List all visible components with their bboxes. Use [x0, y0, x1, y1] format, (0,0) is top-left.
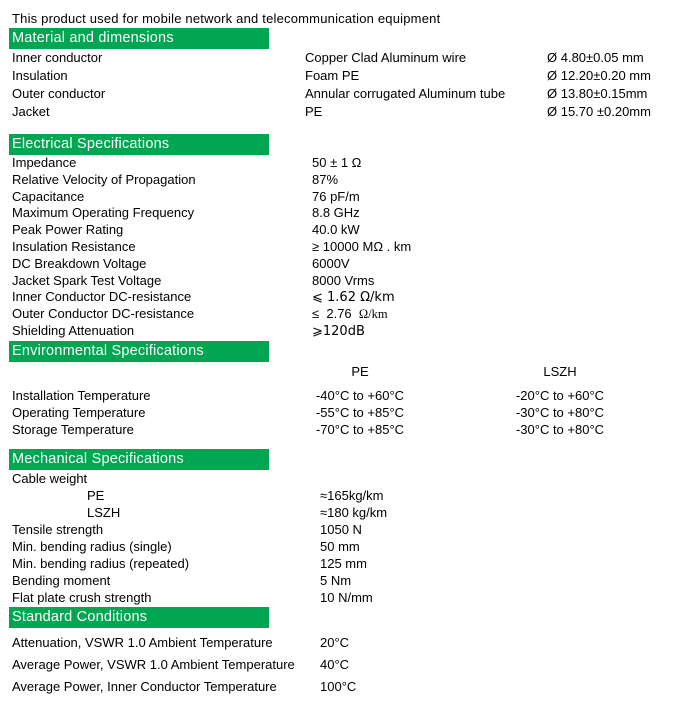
mechanical-row	[12, 538, 691, 555]
material-row	[12, 49, 691, 67]
mechanical-row	[12, 470, 691, 487]
spec-value: 20°C	[320, 634, 350, 650]
material-row	[12, 67, 691, 85]
spec-value: 40°C	[320, 656, 350, 672]
spec-value: 5 Nm	[320, 572, 352, 588]
spec-value: Annular corrugated Aluminum tube	[305, 86, 506, 101]
material-row	[12, 85, 691, 103]
electrical-row	[12, 205, 691, 222]
spec-label: Storage Temperature	[12, 421, 134, 437]
environmental-row	[12, 404, 691, 421]
mechanical-row	[12, 589, 691, 606]
spec-value: Foam PE	[305, 68, 360, 83]
spec-value-lszh: -30°C to +80°C	[515, 421, 605, 437]
spec-value: ⩽ 1.62 Ω/km	[312, 290, 395, 306]
electrical-row	[12, 323, 691, 340]
spec-value: ≈165kg/km	[320, 487, 384, 503]
spec-label: Jacket Spark Test Voltage	[12, 272, 162, 288]
spec-value-pe: -55°C to +85°C	[315, 404, 405, 420]
spec-value: 100°C	[320, 678, 357, 694]
spec-label: Installation Temperature	[12, 387, 151, 403]
spec-label: Tensile strength	[12, 521, 104, 537]
spec-label: Inner Conductor DC-resistance	[12, 289, 192, 305]
spec-label: Jacket	[12, 104, 50, 119]
spec-label: Relative Velocity of Propagation	[12, 171, 196, 187]
spec-value: ≈180 kg/km	[320, 504, 388, 520]
spacer	[12, 380, 691, 387]
spec-label: Average Power, VSWR 1.0 Ambient Temperature	[12, 656, 295, 672]
spec-label: Inner conductor	[12, 50, 103, 65]
spec-label: DC Breakdown Voltage	[12, 255, 147, 271]
mechanical-row	[12, 555, 691, 572]
electrical-row	[12, 172, 691, 189]
electrical-row	[12, 273, 691, 290]
standard-row	[12, 676, 691, 698]
spec-dimension: Ø 12.20±0.20 mm	[547, 68, 651, 83]
spec-value-pe: -70°C to +85°C	[315, 421, 405, 437]
electrical-row	[12, 239, 691, 256]
electrical-row	[12, 189, 691, 206]
spec-label: Average Power, Inner Conductor Temperature	[12, 678, 277, 694]
spec-dimension: Ø 13.80±0.15mm	[547, 86, 648, 101]
electrical-row	[12, 222, 691, 239]
spec-value-pe: -40°C to +60°C	[315, 387, 405, 403]
electrical-row	[12, 289, 691, 306]
spec-label: Cable weight	[12, 470, 88, 486]
spec-value-lszh: -20°C to +60°C	[515, 387, 605, 403]
section-header-environmental: Environmental Specifications	[9, 341, 269, 362]
standard-row	[12, 654, 691, 676]
spec-value	[312, 306, 691, 323]
electrical-row	[12, 155, 691, 172]
mechanical-row	[12, 572, 691, 589]
spec-label: Capacitance	[12, 188, 85, 204]
environmental-column-headers	[12, 363, 691, 380]
spec-value: 87%	[312, 171, 339, 187]
spec-value: 6000V	[312, 255, 350, 271]
spec-value-lszh: -30°C to +80°C	[515, 404, 605, 420]
spec-label: Outer Conductor DC-resistance	[12, 306, 195, 322]
spec-label: Operating Temperature	[12, 404, 146, 420]
standard-row	[12, 632, 691, 654]
electrical-row	[12, 256, 691, 273]
mechanical-row	[12, 504, 691, 521]
mechanical-row	[12, 521, 691, 538]
spec-value: 10 N/mm	[320, 589, 373, 605]
spec-label: Peak Power Rating	[12, 222, 124, 238]
column-header-lszh: LSZH	[543, 363, 577, 379]
spec-label: Insulation	[12, 68, 68, 83]
spec-dimension: Ø 15.70 ±0.20mm	[547, 104, 651, 119]
spec-value: 40.0 kW	[312, 222, 360, 238]
spec-label: Insulation Resistance	[12, 238, 136, 254]
environmental-row	[12, 421, 691, 438]
spec-value: ⩾120dB	[312, 323, 365, 339]
spec-value: 125 mm	[320, 555, 367, 571]
spec-value: 1050 N	[320, 521, 362, 537]
environmental-row	[12, 387, 691, 404]
spec-label: Bending moment	[12, 572, 111, 588]
spec-value-unit: Ω/km	[358, 307, 388, 322]
spec-value-number: ≤ 2.76	[312, 306, 359, 322]
spec-label: Outer conductor	[12, 86, 106, 101]
spec-label: Min. bending radius (single)	[12, 538, 172, 554]
spec-value: 50 ± 1 Ω	[312, 155, 362, 170]
spec-value: 8000 Vrms	[312, 272, 375, 288]
spec-value: ≥ 10000 MΩ . km	[312, 238, 412, 254]
electrical-row	[12, 306, 691, 323]
section-header-standard: Standard Conditions	[9, 607, 269, 628]
spec-value: 76 pF/m	[312, 188, 360, 204]
spec-value: PE	[305, 104, 323, 119]
section-header-mechanical: Mechanical Specifications	[9, 449, 269, 470]
spec-value: 8.8 GHz	[312, 205, 360, 221]
spec-sublabel: PE	[87, 487, 105, 503]
spec-label: Maximum Operating Frequency	[12, 205, 195, 221]
section-header-material: Material and dimensions	[9, 28, 269, 49]
mechanical-row	[12, 487, 691, 504]
spec-dimension: Ø 4.80±0.05 mm	[547, 50, 644, 65]
spec-label: Impedance	[12, 155, 77, 170]
spec-label: Attenuation, VSWR 1.0 Ambient Temperature	[12, 634, 273, 650]
material-row	[12, 103, 691, 121]
spec-value: 50 mm	[320, 538, 360, 554]
column-header-pe: PE	[351, 363, 369, 379]
spec-sublabel: LSZH	[87, 504, 121, 520]
spec-value: Copper Clad Aluminum wire	[305, 50, 467, 65]
spec-label: Flat plate crush strength	[12, 589, 152, 605]
section-header-electrical: Electrical Specifications	[9, 134, 269, 155]
intro-text: This product used for mobile network and telecommunication equipment	[12, 11, 441, 26]
spec-label: Shielding Attenuation	[12, 322, 135, 338]
spec-label: Min. bending radius (repeated)	[12, 555, 190, 571]
